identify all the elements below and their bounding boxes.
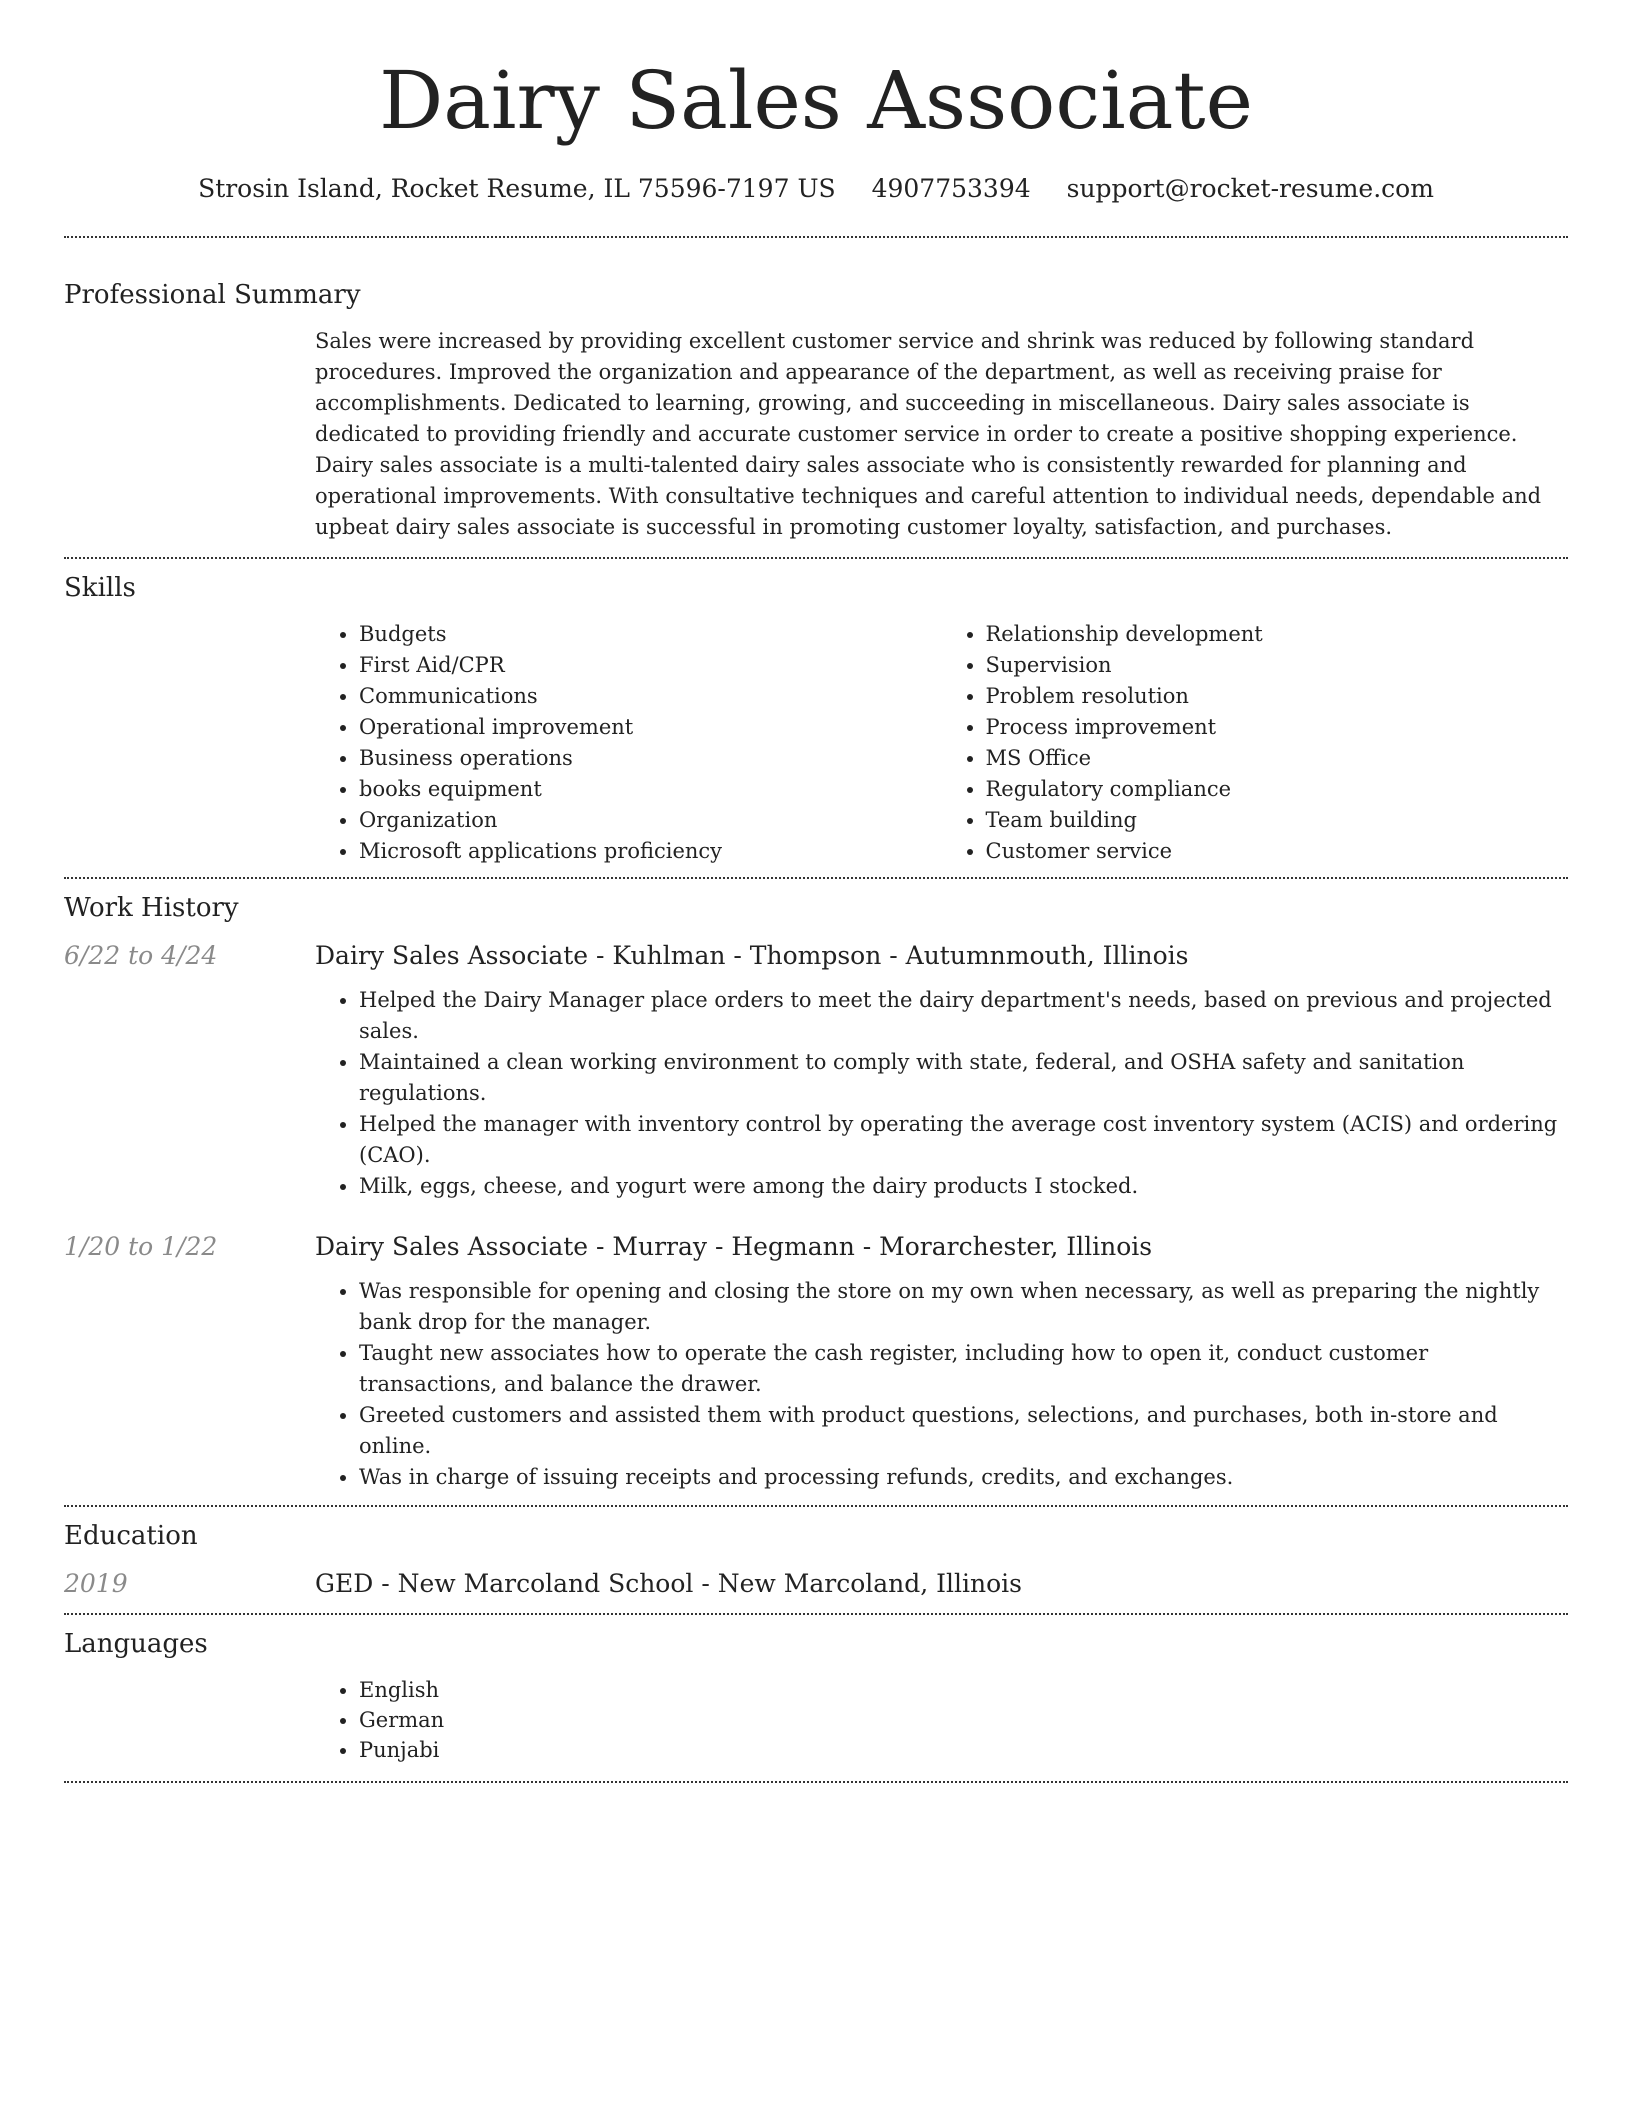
skill-item: • Organization [359, 805, 942, 836]
skills-list-right [942, 619, 1569, 867]
job-bullet: • Maintained a clean working environment to comply with state, federal, and OSHA safety and sanitation regulations. [359, 1047, 1568, 1109]
job-bullet: • Helped the Dairy Manager place orders to meet the dairy department's needs, based on previous and projected sales. [359, 985, 1568, 1047]
languages-heading: Languages [64, 1629, 208, 1659]
languages-list [315, 1675, 1568, 1765]
job-title: Dairy Sales Associate - Kuhlman - Thompson - Autumnmouth, Illinois [315, 941, 1189, 970]
job-bullet: • Helped the manager with inventory control by operating the average cost inventory system (ACIS) and ordering (CAO). [359, 1109, 1568, 1171]
education-section [64, 1507, 1568, 1601]
skills-columns [315, 619, 1568, 867]
skill-item: • Customer service [986, 836, 1569, 867]
skill-item: • Budgets [359, 619, 942, 650]
job-bullet: • Greeted customers and assisted them with product questions, selections, and purchases, both in-store and online. [359, 1400, 1568, 1462]
skill-item: • MS Office [986, 743, 1569, 774]
skill-item: • Regulatory compliance [986, 774, 1569, 805]
work-history-heading: Work History [64, 893, 239, 923]
skill-item: • Problem resolution [986, 681, 1569, 712]
job-bullets [315, 1276, 1568, 1493]
work-history-section [64, 879, 1568, 1505]
resume-name: Dairy Sales Associate [379, 54, 1253, 147]
job-bullet: • Was responsible for opening and closing the store on my own when necessary, as well as preparing the nightly bank drop for the manager. [359, 1276, 1568, 1338]
job-dates: 6/22 to 4/24 [64, 941, 218, 970]
education-degree: GED - New Marcoland School - New Marcoland, Illinois [315, 1569, 1023, 1598]
job-body [315, 1230, 1568, 1493]
contact-address: Strosin Island, Rocket Resume, IL 75596-7197 US [198, 174, 836, 203]
skills-heading: Skills [64, 573, 136, 603]
language-item: • Punjabi [359, 1735, 1568, 1765]
job-title: Dairy Sales Associate - Murray - Hegmann - Morarchester, Illinois [315, 1232, 1153, 1261]
job-entry [64, 1230, 1568, 1493]
skill-item: • Supervision [986, 650, 1569, 681]
job-bullet: • Taught new associates how to operate the cash register, including how to open it, conduct customer transactions, and balance the drawer. [359, 1338, 1568, 1400]
job-dates: 1/20 to 1/22 [64, 1232, 218, 1261]
skills-list-left [315, 619, 942, 867]
skill-item: • Business operations [359, 743, 942, 774]
job-bullet: • Was in charge of issuing receipts and processing refunds, credits, and exchanges. [359, 1462, 1568, 1493]
skill-item: • Process improvement [986, 712, 1569, 743]
summary-heading: Professional Summary [64, 280, 361, 310]
education-year: 2019 [64, 1569, 128, 1598]
contact-line [64, 172, 1568, 206]
job-entry [64, 939, 1568, 1202]
skill-item: • Operational improvement [359, 712, 942, 743]
job-body [315, 939, 1568, 1202]
skill-item: • Microsoft applications proficiency [359, 836, 942, 867]
language-item: • English [359, 1675, 1568, 1705]
job-bullets [315, 985, 1568, 1202]
education-entry [64, 1567, 1568, 1601]
section-divider [64, 1781, 1568, 1783]
languages-content [315, 1675, 1568, 1765]
job-bullet: • Milk, eggs, cheese, and yogurt were among the dairy products I stocked. [359, 1171, 1568, 1202]
skill-item: • Team building [986, 805, 1569, 836]
skill-item: • books equipment [359, 774, 942, 805]
skill-item: • First Aid/CPR [359, 650, 942, 681]
contact-phone: 4907753394 [871, 174, 1031, 203]
language-item: • German [359, 1705, 1568, 1735]
languages-section [64, 1615, 1568, 1765]
summary-section [64, 238, 1568, 543]
skill-item: • Relationship development [986, 619, 1569, 650]
skill-item: • Communications [359, 681, 942, 712]
summary-text: Sales were increased by providing excellent customer service and shrink was reduced by following standard procedures. Improved the organization and appearance of the department, as well as receiving praise for accomplishments. Dedicated to learning, growing, and succeeding in miscellaneous. Dairy sales associate is dedicated to providing friendly and accurate customer service in order to create a positive shopping experience. Dairy sales associate is a multi-talented dairy sales associate who is consistently rewarded for planning and operational improvements. With consultative techniques and careful attention to individual needs, dependable and upbeat dairy sales associate is successful in promoting customer loyalty, satisfaction, and purchases. [315, 329, 1542, 539]
contact-email: support@rocket-resume.com [1066, 174, 1434, 203]
skills-section [64, 559, 1568, 867]
education-heading: Education [64, 1521, 198, 1551]
